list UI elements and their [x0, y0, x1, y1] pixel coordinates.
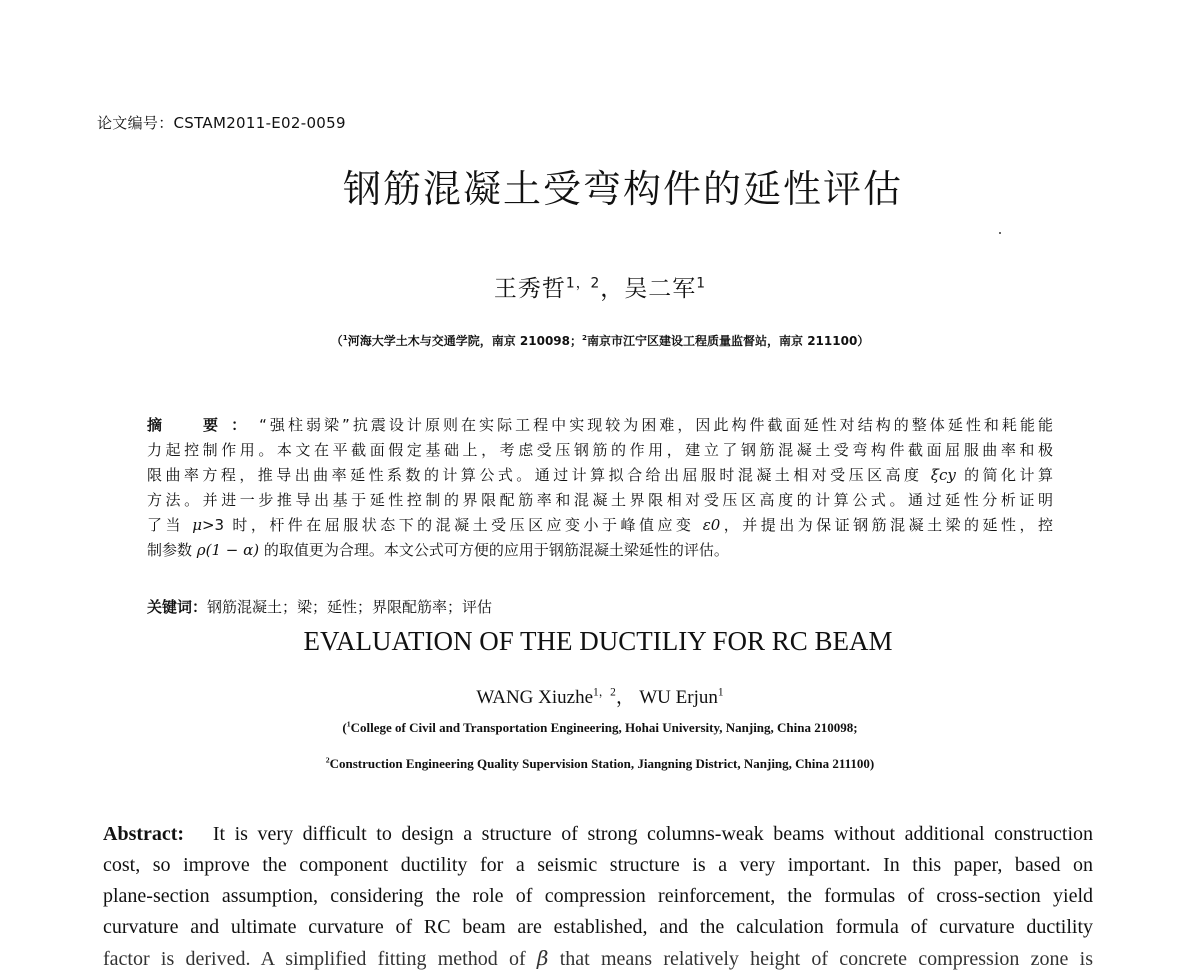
abstract-text: 制参数 [147, 541, 193, 559]
math-symbol: ε0 [702, 516, 721, 534]
paper-id: 论文编号：CSTAM2011-E02-0059 [97, 114, 346, 132]
affil-mark: 1 [342, 333, 348, 342]
abstract-text: >3 时，杆件在屈服状态下的混凝土受压区应变小于峰值应变 [201, 516, 695, 534]
affil-mark: 2 [582, 333, 588, 342]
affiliation-text: College of Civil and Transportation Engineering, Hohai University, Nanjing, China 210098; [350, 720, 858, 735]
author-name: 吴二军 [624, 276, 697, 302]
abstract-label: Abstract: [103, 823, 185, 845]
affil-mark: 1 [346, 719, 351, 729]
author-name: 王秀哲 [493, 276, 566, 302]
keywords-label: 关键词： [147, 598, 208, 616]
abstract-text: factor is derived. A simplified fitting method of [103, 948, 526, 970]
affil-mark: 2 [325, 755, 330, 765]
author-separator: ， [615, 687, 635, 708]
author-affil-mark: 1，2 [593, 686, 616, 699]
paper-title-en: EVALUATION OF THE DUCTILIY FOR RC BEAM [303, 626, 893, 656]
affiliation-open-paren: ( [342, 720, 347, 735]
author-separator: ， [600, 276, 625, 302]
abstract-line: 力起控制作用。本文在平截面假定基础上，考虑受压钢筋的作用，建立了钢筋混凝土受弯构件截面屈服曲率和极 [147, 441, 1053, 459]
abstract-text: 的取值更为合理。本文公式可方便的应用于钢筋混凝土梁延性的评估。 [263, 541, 729, 559]
author-name: WU Erjun [639, 687, 718, 708]
abstract-line [147, 463, 1053, 488]
abstract-text: ，并提出为保证钢筋混凝土梁的延性，控 [720, 516, 1053, 534]
authors-en [0, 682, 1200, 709]
abstract-text: 限曲率方程，推导出曲率延性系数的计算公式。通过计算拟合给出屈服时混凝土相对受压区高度 [147, 466, 923, 484]
abstract-line [147, 413, 1053, 438]
abstract-text: that means relatively height of concrete compression zone is [559, 948, 1094, 970]
affiliation-text: 南京市江宁区建设工程质量监督站，南京 211100） [587, 334, 870, 348]
affiliation-text: Construction Engineering Quality Supervision Station, Jiangning District, Nanjing, China 211100) [329, 756, 875, 771]
abstract-line [147, 513, 1053, 538]
math-symbol: μ [192, 516, 202, 534]
keywords-cn [147, 596, 492, 617]
paper-title-cn: 钢筋混凝土受弯构件的延性评估 [342, 167, 903, 211]
abstract-line [103, 943, 1093, 975]
abstract-cn [147, 413, 1053, 563]
abstract-text: 了当 [147, 516, 184, 534]
abstract-text: 的简化计算 [955, 466, 1053, 484]
math-symbol: β [536, 946, 549, 970]
affiliation-en-1 [0, 720, 1200, 736]
affiliation-text: 河海大学土木与交通学院，南京 210098； [347, 334, 582, 348]
abstract-line: 方法。并进一步推导出基于延性控制的界限配筋率和混凝土界限相对受压区高度的计算公式。通过延性分析证明 [147, 491, 1053, 509]
author-affil-mark: 1 [696, 275, 707, 292]
affiliation-cn [0, 332, 1200, 349]
author-affil-mark: 1 [717, 686, 724, 699]
abstract-line: cost, so improve the component ductility for a seismic structure is a very important. In this paper, based on [103, 854, 1093, 876]
abstract-line: curvature and ultimate curvature of RC beam are established, and the calculation formula of curvature ductility [103, 916, 1093, 938]
authors-cn [0, 270, 1200, 303]
abstract-text: It is very difficult to design a structure of strong columns-weak beams without additional construction [212, 823, 1094, 845]
math-symbol: ρ(1 − α) [196, 541, 260, 559]
abstract-line [103, 819, 1093, 850]
abstract-line [147, 538, 1053, 563]
abstract-line: plane-section assumption, considering the role of compression reinforcement, the formulas of cross-section yield [103, 885, 1093, 907]
keywords-text: 钢筋混凝土；梁；延性；界限配筋率；评估 [207, 598, 493, 616]
scan-speck [999, 232, 1001, 234]
affiliation-open-paren: （ [330, 334, 343, 348]
affiliation-en-2 [0, 756, 1200, 772]
math-symbol: ξcy [930, 466, 956, 484]
abstract-text: “强柱弱梁”抗震设计原则在实际工程中实现较为困难，因此构件截面延性对结构的整体延性和耗能能 [259, 416, 1053, 434]
author-affil-mark: 1，2 [565, 275, 601, 292]
author-name: WANG Xiuzhe [476, 687, 594, 708]
abstract-label: 摘 要： [147, 416, 260, 434]
